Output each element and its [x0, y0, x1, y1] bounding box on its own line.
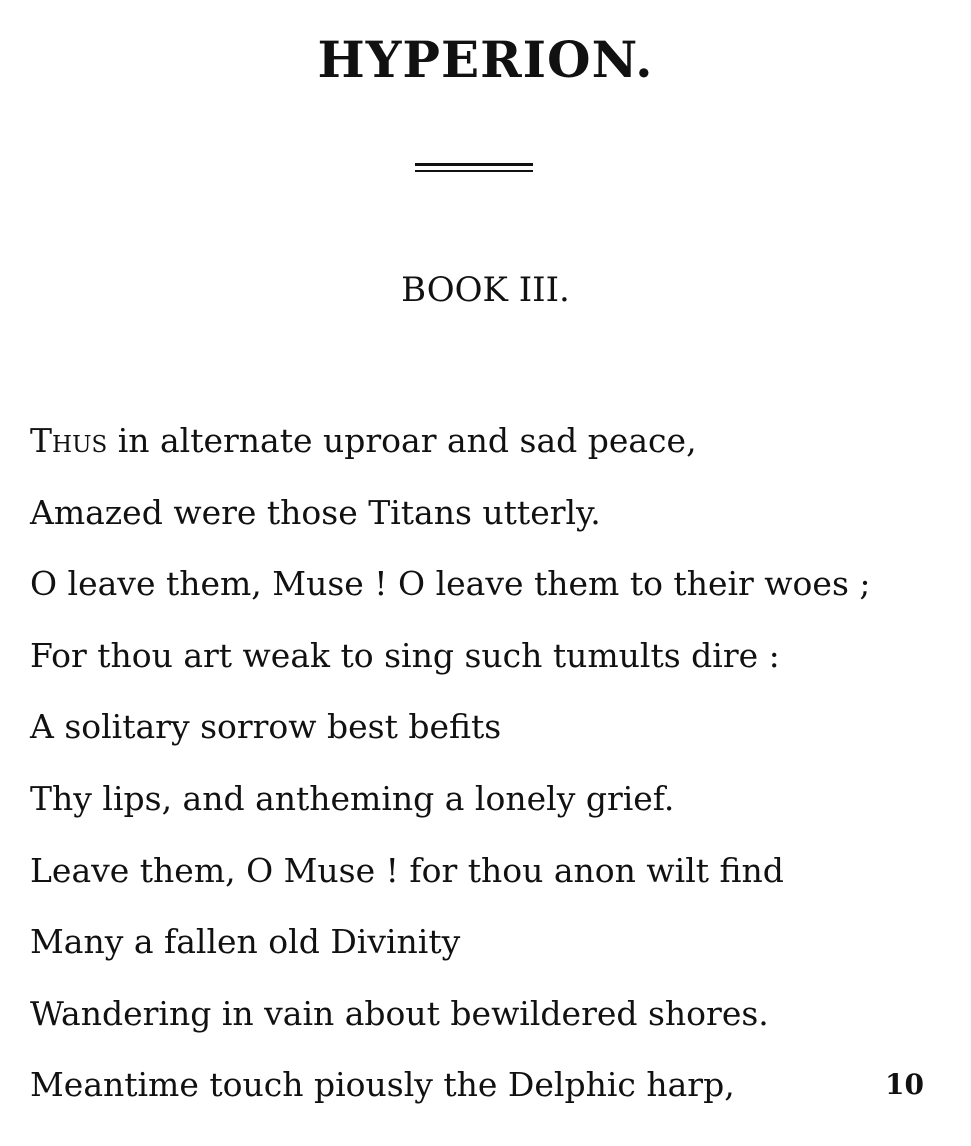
poem-line-7: Leave them, O Muse ! for thou anon wilt find	[30, 850, 784, 890]
title-divider-top	[415, 163, 533, 166]
title-divider-bottom	[415, 170, 533, 172]
poem-line-2: Amazed were those Titans utterly.	[30, 492, 601, 532]
drop-word: Thus	[30, 421, 108, 460]
line-number: 10	[885, 1068, 924, 1102]
poem-line-4: For thou art weak to sing such tumults dire :	[30, 635, 780, 675]
book-heading: BOOK III.	[401, 270, 570, 310]
poem-line-8: Many a fallen old Divinity	[30, 922, 461, 962]
poem-line-text: in alternate uproar and sad peace,	[107, 421, 697, 460]
poem-line-6: Thy lips, and antheming a lonely grief.	[30, 778, 675, 818]
poem-line-10	[30, 1060, 950, 1132]
poem-line-text: Meantime touch piously the Delphic harp,	[30, 1065, 735, 1105]
poem-line-9: Wandering in vain about bewildered shores.	[30, 993, 769, 1033]
page-title: HYPERION.	[317, 30, 654, 89]
poem-line-1	[30, 416, 950, 488]
poem-body	[30, 416, 950, 1132]
poem-line-3: O leave them, Muse ! O leave them to their woes ;	[30, 564, 871, 604]
poem-line-5: A solitary sorrow best befits	[30, 707, 502, 747]
